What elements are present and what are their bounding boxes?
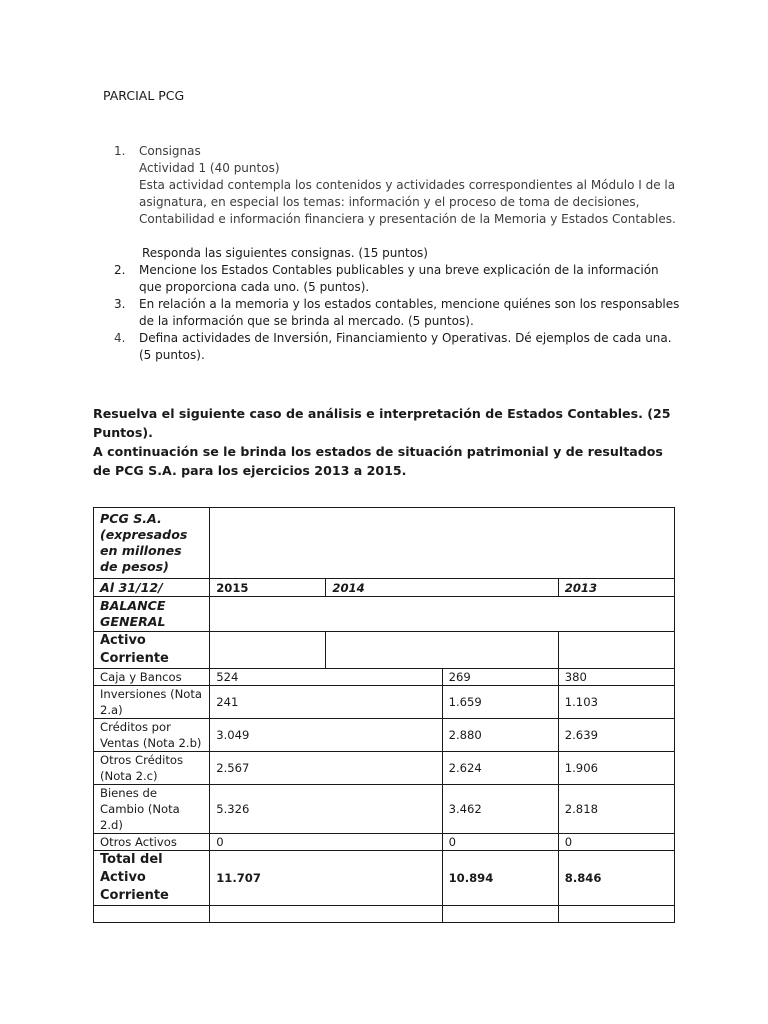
value-2015: 0 [210, 834, 442, 851]
section-label-cell: Activo Corriente [94, 632, 210, 669]
document-title: PARCIAL PCG [103, 88, 185, 103]
value-2013: 380 [558, 669, 674, 686]
value-2015: 3.049 [210, 719, 442, 752]
row-label: Otros Créditos (Nota 2.c) [94, 752, 210, 785]
case-line: A continuación se le brinda los estados de situación patrimonial y de resultados de PCG S.A. para los ejercicios 2013 a 2015. [93, 444, 663, 478]
value-2013: 2.639 [558, 719, 674, 752]
table-row [94, 851, 675, 906]
value-2014: 0 [442, 834, 558, 851]
list-number: 4. [114, 331, 126, 345]
year-header: 2013 [558, 579, 674, 597]
value-2013: 2.818 [558, 785, 674, 834]
value-2013: 1.103 [558, 686, 674, 719]
question-text: Defina actividades de Inversión, Financiamiento y Operativas. Dé ejemplos de cada una. (5 puntos). [139, 331, 672, 362]
list-line: Esta actividad contempla los contenidos y actividades correspondientes al Módulo I de la asignatura, en especial los temas: información y el proceso de toma de decisiones, Contabilidad e información financiera y presentación de la Memoria y Estados Contables. [139, 178, 676, 226]
question-text: Mencione los Estados Contables publicables y una breve explicación de la información que proporciona cada uno. (5 puntos). [139, 263, 659, 294]
total-2013: 8.846 [558, 851, 674, 906]
table-row [94, 785, 675, 834]
list-line: Actividad 1 (40 puntos) [139, 161, 280, 175]
table-row [94, 752, 675, 785]
table-row [94, 719, 675, 752]
balance-label-cell: BALANCE GENERAL [94, 597, 210, 632]
list-number: 2. [114, 263, 126, 277]
case-statement [93, 404, 673, 480]
row-label: Bienes de Cambio (Nota 2.d) [94, 785, 210, 834]
list-item [114, 262, 684, 296]
table-row [94, 508, 675, 579]
date-label-cell: Al 31/12/ [94, 579, 210, 597]
total-label: Total del Activo Corriente [94, 851, 210, 906]
row-label: Inversiones (Nota 2.a) [94, 686, 210, 719]
table-row [94, 597, 675, 632]
value-2014: 269 [442, 669, 558, 686]
list-item [114, 330, 684, 364]
total-2014: 10.894 [442, 851, 558, 906]
table-row [94, 632, 675, 669]
list-line: Consignas [139, 144, 201, 158]
value-2015: 5.326 [210, 785, 442, 834]
table-row [94, 834, 675, 851]
case-line: Resuelva el siguiente caso de análisis e interpretación de Estados Contables. (25 Puntos). [93, 406, 671, 440]
value-2015: 241 [210, 686, 442, 719]
year-header: 2015 [210, 579, 326, 597]
value-2014: 2.880 [442, 719, 558, 752]
value-2013: 1.906 [558, 752, 674, 785]
value-2015: 524 [210, 669, 442, 686]
row-label: Otros Activos [94, 834, 210, 851]
value-2014: 3.462 [442, 785, 558, 834]
value-2014: 2.624 [442, 752, 558, 785]
balance-table [93, 507, 675, 923]
row-label: Caja y Bancos [94, 669, 210, 686]
table-row [94, 906, 675, 923]
instructions-list [114, 143, 684, 364]
list-item [114, 143, 684, 228]
list-number: 3. [114, 297, 126, 311]
value-2015: 2.567 [210, 752, 442, 785]
table-row [94, 686, 675, 719]
total-2015: 11.707 [210, 851, 442, 906]
table-row [94, 669, 675, 686]
table-row [94, 579, 675, 597]
row-label: Créditos por Ventas (Nota 2.b) [94, 719, 210, 752]
company-cell: PCG S.A. (expresados en millones de pesos) [94, 508, 210, 579]
list-item [114, 296, 684, 330]
value-2013: 0 [558, 834, 674, 851]
list-number: 1. [114, 144, 126, 158]
question-text: En relación a la memoria y los estados contables, mencione quiénes son los responsables de la información que se brinda al mercado. (5 puntos). [139, 297, 680, 328]
value-2014: 1.659 [442, 686, 558, 719]
year-header: 2014 [326, 579, 558, 597]
instruction-text: Responda las siguientes consignas. (15 puntos) [142, 246, 428, 260]
